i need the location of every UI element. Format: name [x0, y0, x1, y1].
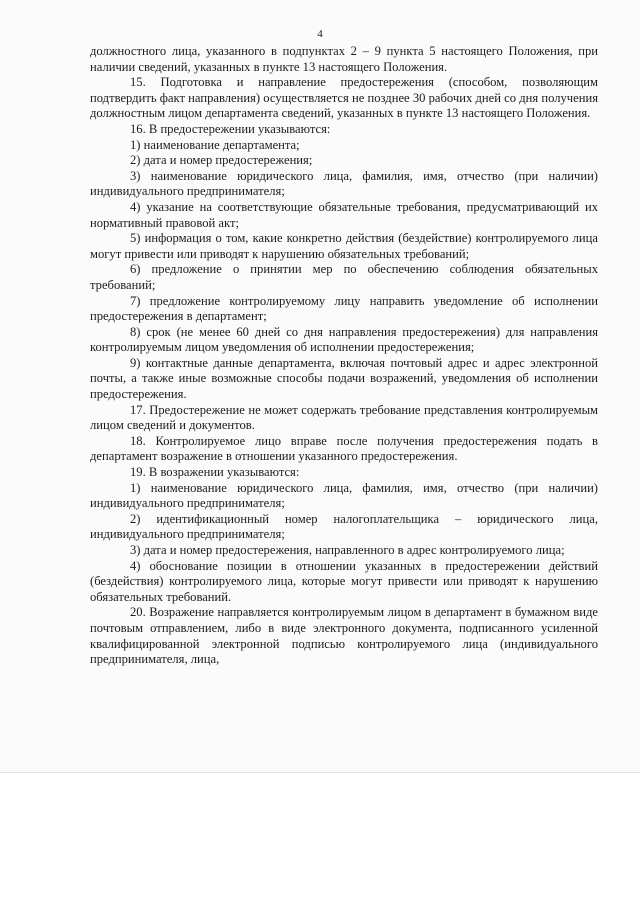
paragraph: 4) указание на соответствующие обязательные требования, предусматривающий их нормативный правовой акт;	[90, 199, 598, 230]
paragraph: 3) наименование юридического лица, фамилия, имя, отчество (при наличии) индивидуального предпринимателя;	[90, 168, 598, 199]
paragraph: 19. В возражении указываются:	[130, 465, 300, 480]
paragraph: должностного лица, указанного в подпунктах 2 – 9 пункта 5 настоящего Положения, при наличии сведений, указанных в пункте 13 настоящего Положения.	[90, 44, 598, 74]
paragraph: 8) срок (не менее 60 дней со дня направления предостережения) для направления контролируемым лицом уведомления об исполнении предостережения;	[90, 324, 598, 355]
paragraph: 2) дата и номер предостережения;	[130, 153, 313, 168]
paragraph: 5) информация о том, какие конкретно действия (бездействие) контролируемого лица могут привести или приводят к нарушению обязательных требований;	[90, 231, 598, 261]
paragraph: 15. Подготовка и направление предостережения (способом, позволяющим подтвердить факт направления) осуществляется не позднее 30 рабочих дней со дня получения должностным лицом департамента сведений, указанных в пункте 13 настоящего Положения.	[90, 75, 598, 121]
document-body	[90, 44, 598, 668]
paragraph: 9) контактные данные департамента, включая почтовый адрес и адрес электронной почты, а также иные возможные способы подачи возражений, уведомления об исполнении предостережения.	[90, 355, 598, 402]
paragraph: 4) обоснование позиции в отношении указанных в предостережении действий (бездействия) контролируемого лица, которые могут привести или приводят к нарушению обязательных требований.	[90, 558, 598, 604]
paragraph: 16. В предостережении указываются:	[130, 121, 331, 136]
page-number: 4	[317, 28, 323, 40]
paragraph: 7) предложение контролируемому лицу направить уведомление об исполнении предостережения в департамент;	[90, 293, 598, 324]
paragraph: 1) наименование юридического лица, фамилия, имя, отчество (при наличии) индивидуального предпринимателя;	[90, 480, 598, 511]
paragraph: 1) наименование департамента;	[130, 137, 300, 152]
paragraph: 3) дата и номер предостережения, направленного в адрес контролируемого лица;	[130, 543, 565, 557]
paragraph: 2) идентификационный номер налогоплательщика – юридического лица, индивидуального предпринимателя;	[90, 511, 598, 542]
paragraph: 20. Возражение направляется контролируемым лицом в департамент в бумажном виде почтовым отправлением, либо в виде электронного документа, подписанного усиленной квалифицированной электронной подписью контролируемого лица (индивидуального предпринимателя, лица,	[90, 605, 598, 667]
paragraph: 18. Контролируемое лицо вправе после получения предостережения подать в департамент возражение в отношении указанного предостережения.	[90, 433, 598, 464]
paragraph: 6) предложение о принятии мер по обеспечению соблюдения обязательных требований;	[90, 262, 598, 292]
paragraph: 17. Предостережение не может содержать требование представления контролируемым лицом сведений и документов.	[90, 402, 598, 433]
